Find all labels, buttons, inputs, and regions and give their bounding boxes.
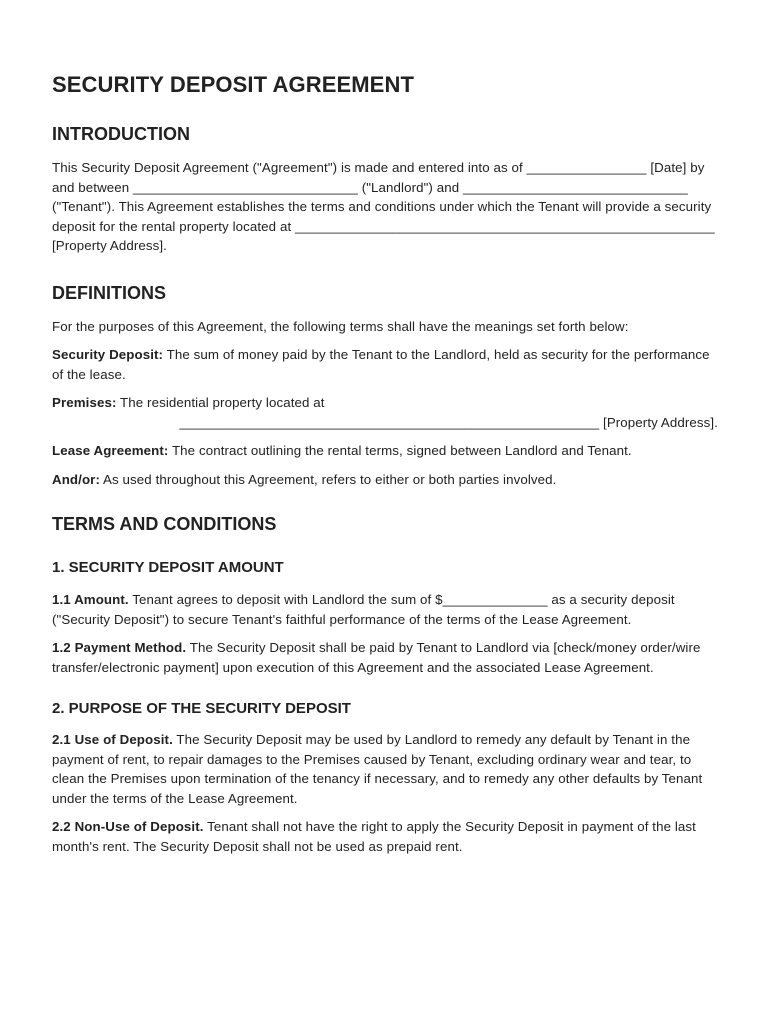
introduction-heading: INTRODUCTION xyxy=(52,124,190,144)
definitions-heading: DEFINITIONS xyxy=(52,282,167,303)
section-1-heading: 1. SECURITY DEPOSIT AMOUNT xyxy=(52,559,284,576)
definition-term: Security Deposit: xyxy=(52,347,164,362)
clause-label: 1.1 Amount. xyxy=(52,592,129,607)
clause-text: Tenant shall not have the right to apply the Security Deposit in payment of the last month's rent. The Security Deposit shall not be used as prepaid rent. xyxy=(52,819,696,854)
definition-text-line2: ________________________________________________________ [Property Address]. xyxy=(179,414,718,430)
clause-label: 2.1 Use of Deposit. xyxy=(52,732,173,747)
definition-term: And/or: xyxy=(52,471,100,487)
definition-term: Premises: xyxy=(52,395,117,410)
clause-label: 2.2 Non-Use of Deposit. xyxy=(52,819,204,834)
section-2-heading: 2. PURPOSE OF THE SECURITY DEPOSIT xyxy=(52,700,351,717)
definition-text: As used throughout this Agreement, refers to either or both parties involved. xyxy=(99,471,557,487)
document-title: SECURITY DEPOSIT AGREEMENT xyxy=(52,72,414,97)
definition-security-deposit xyxy=(52,345,718,384)
definition-text: The contract outlining the rental terms, signed between Landlord and Tenant. xyxy=(168,443,632,458)
clause-1-2 xyxy=(52,638,718,677)
definition-text: The residential property located at xyxy=(116,395,325,410)
clause-text: Tenant agrees to deposit with Landlord the sum of $______________ as a security deposit ("Security Deposit") to secure Tenant's faithful performance of the terms of the Lease Agreement. xyxy=(52,592,675,627)
terms-heading: TERMS AND CONDITIONS xyxy=(52,514,277,534)
introduction-paragraph: This Security Deposit Agreement ("Agreement") is made and entered into as of ________________ [Date] by and between ______________________________ ("Landlord") and ______________________________ ("Tenant"). This Agreement establishes the terms and conditions under which the Tenant will provide a security deposit for the rental property located at ________________________________________________________ [Property Address]. xyxy=(52,160,715,253)
definition-text: The sum of money paid by the Tenant to the Landlord, held as security for the performance of the lease. xyxy=(52,347,710,382)
clause-text: The Security Deposit may be used by Landlord to remedy any default by Tenant in the payment of rent, to repair damages to the Premises caused by Tenant, excluding ordinary wear and tear, to clean the Premises upon termination of the tenancy if necessary, and to remedy any other defaults by Tenant under the terms of the Lease Agreement. xyxy=(52,732,703,806)
clause-2-1 xyxy=(52,730,718,808)
clause-label: 1.2 Payment Method. xyxy=(52,640,187,655)
clause-2-2 xyxy=(52,817,718,856)
definitions-lead: For the purposes of this Agreement, the following terms shall have the meanings set forth below: xyxy=(52,318,629,334)
definition-and-or xyxy=(52,470,718,490)
clause-1-1 xyxy=(52,590,718,629)
definition-premises xyxy=(52,393,718,432)
clause-text: The Security Deposit shall be paid by Tenant to Landlord via [check/money order/wire transfer/electronic payment] upon execution of this Agreement and the associated Lease Agreement. xyxy=(52,640,701,675)
definition-term: Lease Agreement: xyxy=(52,443,169,458)
definition-lease-agreement xyxy=(52,441,718,461)
